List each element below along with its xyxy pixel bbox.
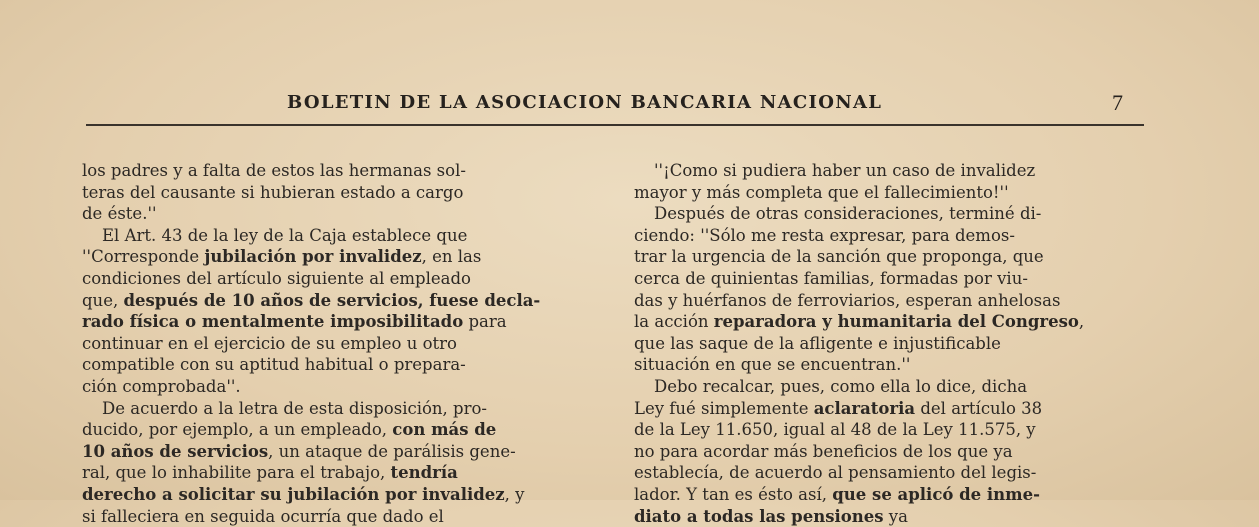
text-run: Ley fué simplemente	[634, 399, 814, 418]
text-line	[634, 419, 1154, 441]
text-run: ''¡Como si pudiera haber un caso de invalidez	[654, 161, 1035, 180]
text-run: del artículo 38	[915, 399, 1042, 418]
text-line	[82, 506, 604, 527]
text-run: continuar en el ejercicio de su empleo u otro	[82, 334, 457, 353]
text-line	[634, 333, 1154, 355]
text-run: , en las	[422, 247, 482, 266]
text-run: ción comprobada''.	[82, 377, 241, 396]
bold-text-run: jubilación por invalidez	[204, 247, 421, 266]
text-run: que,	[82, 291, 123, 310]
text-line	[82, 376, 604, 398]
text-run: Después de otras consideraciones, terminé di-	[654, 204, 1041, 223]
bold-text-run: con más de	[392, 420, 496, 439]
text-run: situación en que se encuentran.''	[634, 355, 910, 374]
text-line	[634, 506, 1154, 527]
text-run: condiciones del artículo siguiente al empleado	[82, 269, 471, 288]
text-run: la acción	[634, 312, 714, 331]
text-run: lador. Y tan es ésto así,	[634, 485, 832, 504]
text-line	[634, 160, 1154, 182]
text-line	[82, 203, 604, 225]
text-line	[634, 376, 1154, 398]
page-number: 7	[1112, 90, 1123, 116]
text-line	[82, 333, 604, 355]
text-run: si falleciera en seguida ocurría que dado el	[82, 507, 444, 526]
text-line	[634, 462, 1154, 484]
left-text-column	[82, 160, 604, 527]
text-run: mayor y más completa que el fallecimiento!''	[634, 183, 1009, 202]
text-line	[634, 398, 1154, 420]
journal-title: BOLETIN DE LA ASOCIACION BANCARIA NACIONAL	[287, 92, 882, 113]
bold-text-run: reparadora y humanitaria del Congreso	[714, 312, 1079, 331]
text-run: trar la urgencia de la sanción que proponga, que	[634, 247, 1044, 266]
text-run: no para acordar más beneficios de los que ya	[634, 442, 1013, 461]
text-line	[634, 484, 1154, 506]
text-line	[634, 354, 1154, 376]
text-line	[634, 225, 1154, 247]
text-run: para	[463, 312, 506, 331]
text-run: que las saque de la afligente e injustificable	[634, 334, 1001, 353]
text-run: ciendo: ''Sólo me resta expresar, para demos-	[634, 226, 1015, 245]
text-run: De acuerdo a la letra de esta disposición, pro-	[102, 399, 487, 418]
text-line	[634, 290, 1154, 312]
text-line	[82, 160, 604, 182]
text-run: compatible con su aptitud habitual o prepara-	[82, 355, 466, 374]
text-line	[82, 354, 604, 376]
text-line	[82, 398, 604, 420]
text-line	[634, 311, 1154, 333]
text-run: ral, que lo inhabilite para el trabajo,	[82, 463, 391, 482]
text-line	[634, 203, 1154, 225]
text-run: Debo recalcar, pues, como ella lo dice, dicha	[654, 377, 1027, 396]
text-line	[82, 268, 604, 290]
text-run: ''Corresponde	[82, 247, 204, 266]
text-line	[82, 225, 604, 247]
text-run: ducido, por ejemplo, a un empleado,	[82, 420, 392, 439]
bold-text-run: que se aplicó de inme-	[832, 485, 1040, 504]
text-line	[82, 311, 604, 333]
text-line	[82, 441, 604, 463]
text-line	[82, 182, 604, 204]
text-line	[634, 182, 1154, 204]
page-header	[0, 88, 1259, 118]
text-line	[82, 290, 604, 312]
text-run: ya	[884, 507, 908, 526]
text-line	[634, 246, 1154, 268]
text-run: ,	[1079, 312, 1084, 331]
text-run: , y	[505, 485, 525, 504]
text-line	[634, 441, 1154, 463]
text-line	[634, 268, 1154, 290]
text-line	[82, 246, 604, 268]
text-line	[82, 484, 604, 506]
text-run: establecía, de acuerdo al pensamiento del legis-	[634, 463, 1036, 482]
bold-text-run: después de 10 años de servicios, fuese decla-	[123, 291, 540, 310]
bold-text-run: diato a todas las pensiones	[634, 507, 884, 526]
header-rule	[86, 124, 1144, 126]
text-run: , un ataque de parálisis gene-	[268, 442, 516, 461]
text-line	[82, 462, 604, 484]
bold-text-run: derecho a solicitar su jubilación por invalidez	[82, 485, 505, 504]
bold-text-run: rado física o mentalmente imposibilitado	[82, 312, 463, 331]
bold-text-run: aclaratoria	[814, 399, 915, 418]
bold-text-run: tendría	[391, 463, 458, 482]
text-run: das y huérfanos de ferroviarios, esperan anhelosas	[634, 291, 1060, 310]
text-run: los padres y a falta de estos las hermanas sol-	[82, 161, 466, 180]
text-run: El Art. 43 de la ley de la Caja establece que	[102, 226, 467, 245]
text-run: de la Ley 11.650, igual al 48 de la Ley 11.575, y	[634, 420, 1036, 439]
text-line	[82, 419, 604, 441]
text-run: cerca de quinientas familias, formadas por viu-	[634, 269, 1028, 288]
right-text-column	[634, 160, 1154, 527]
text-run: de éste.''	[82, 204, 157, 223]
bold-text-run: 10 años de servicios	[82, 442, 268, 461]
text-run: teras del causante si hubieran estado a cargo	[82, 183, 463, 202]
